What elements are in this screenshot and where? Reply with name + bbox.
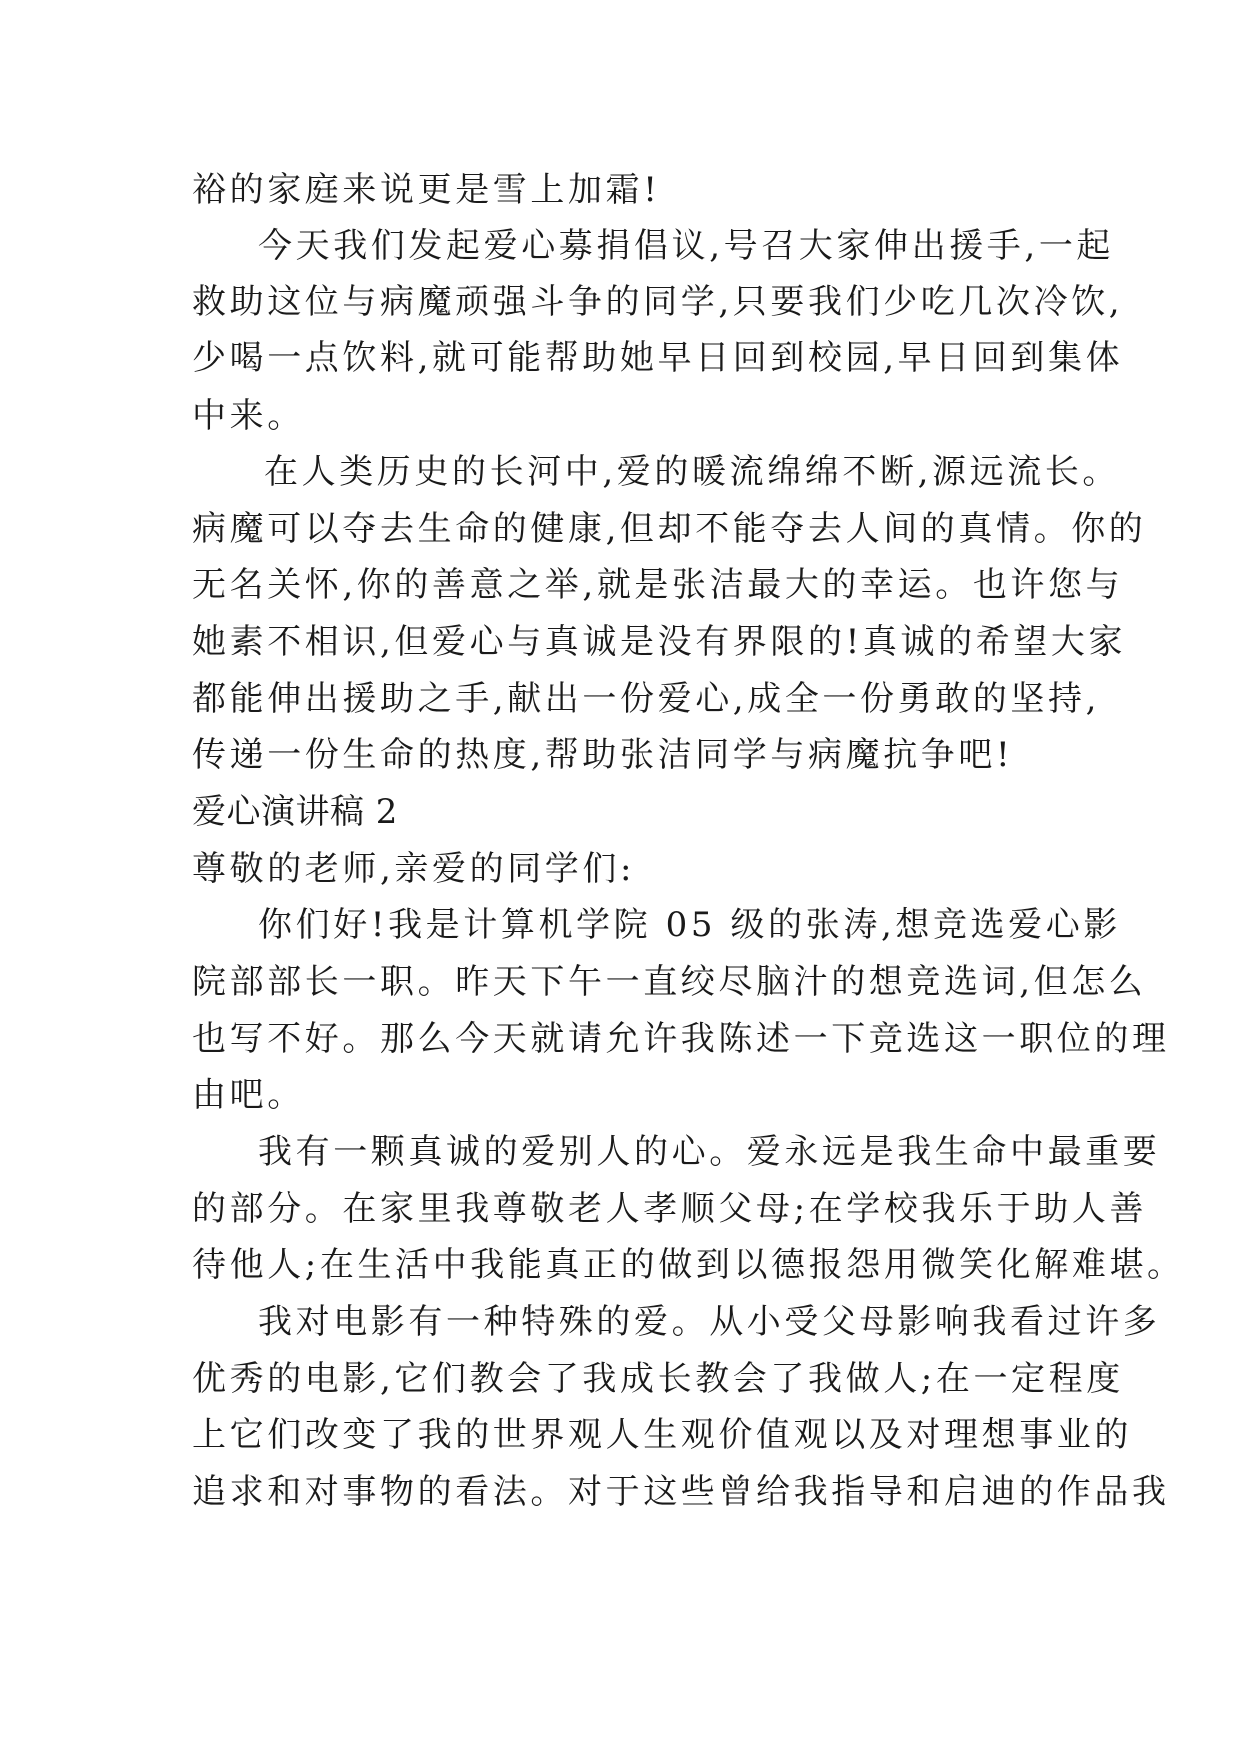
paragraph-line: 传递一份生命的热度,帮助张洁同学与病魔抗争吧! — [192, 735, 1014, 775]
paragraph-line: 上它们改变了我的世界观人生观价值观以及对理想事业的 — [192, 1415, 1132, 1455]
paragraph-line: 少喝一点饮料,就可能帮助她早日回到校园,早日回到集体 — [192, 338, 1124, 378]
paragraph-line: 追求和对事物的看法。对于这些曾给我指导和启迪的作品我 — [192, 1472, 1170, 1512]
paragraph-line: 我对电影有一种特殊的爱。从小受父母影响我看过许多 — [258, 1302, 1161, 1342]
paragraph-line: 都能伸出援助之手,献出一份爱心,成全一份勇敢的坚持, — [192, 679, 1101, 719]
paragraph-line: 的部分。在家里我尊敬老人孝顺父母;在学校我乐于助人善 — [192, 1189, 1148, 1229]
paragraph-line: 裕的家庭来说更是雪上加霜! — [192, 170, 661, 210]
paragraph-line: 你们好!我是计算机学院 05 级的张涛,想竞选爱心影 — [258, 905, 1121, 945]
paragraph-line: 她素不相识,但爱心与真诚是没有界限的!真诚的希望大家 — [192, 622, 1127, 662]
section-heading: 爱心演讲稿 2 — [192, 792, 398, 832]
paragraph-line: 救助这位与病魔顽强斗争的同学,只要我们少吃几次冷饮, — [192, 282, 1124, 322]
salutation-line: 尊敬的老师,亲爱的同学们: — [192, 849, 636, 889]
paragraph-line: 病魔可以夺去生命的健康,但却不能夺去人间的真情。你的 — [192, 509, 1147, 549]
paragraph-line: 无名关怀,你的善意之举,就是张洁最大的幸运。也许您与 — [192, 565, 1124, 605]
paragraph-line: 由吧。 — [192, 1075, 305, 1115]
paragraph-line: 我有一颗真诚的爱别人的心。爱永远是我生命中最重要 — [258, 1132, 1161, 1172]
paragraph-line: 待他人;在生活中我能真正的做到以德报怨用微笑化解难堪。 — [192, 1245, 1185, 1285]
paragraph-line: 今天我们发起爱心募捐倡议,号召大家伸出援手,一起 — [258, 226, 1115, 266]
paragraph-line: 优秀的电影,它们教会了我成长教会了我做人;在一定程度 — [192, 1359, 1124, 1399]
paragraph-line: 也写不好。那么今天就请允许我陈述一下竞选这一职位的理 — [192, 1019, 1170, 1059]
paragraph-line: 在人类历史的长河中,爱的暖流绵绵不断,源远流长。 — [264, 452, 1121, 492]
paragraph-line: 中来。 — [192, 396, 305, 436]
paragraph-line: 院部部长一职。昨天下午一直绞尽脑汁的想竞选词,但怎么 — [192, 962, 1147, 1002]
